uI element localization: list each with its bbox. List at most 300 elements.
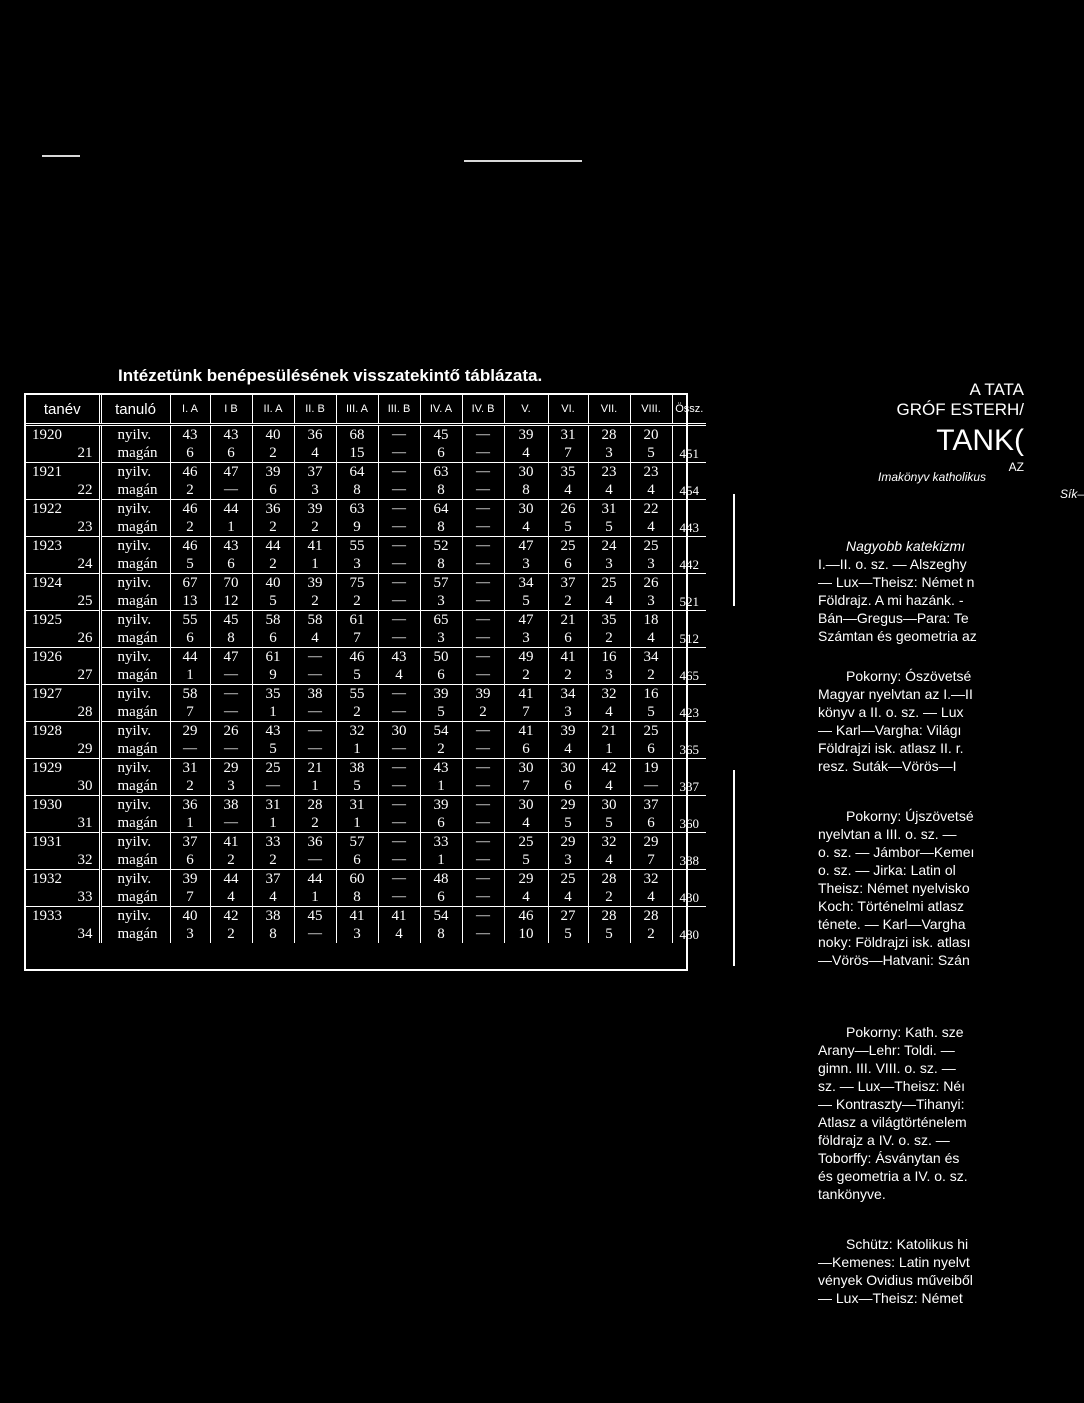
count-cell: 6: [420, 814, 462, 833]
count-cell: 49: [504, 648, 548, 667]
table-row: [26, 500, 706, 519]
count-cell: 45: [294, 907, 336, 926]
count-cell: —: [294, 666, 336, 685]
right-page-line: Számtan és geometria az: [818, 628, 977, 644]
count-cell: —: [462, 740, 504, 759]
count-cell: —: [294, 648, 336, 667]
right-page-line: — Lux—Theisz: Német n: [818, 574, 975, 590]
right-page-line: o. sz. — Jirka: Latin ol: [818, 862, 956, 878]
school-year-cell: 1932: [26, 870, 100, 889]
count-cell: 36: [294, 833, 336, 852]
right-page-line: Toborffy: Ásványtan és: [818, 1150, 960, 1166]
count-cell: 29: [210, 759, 252, 778]
header-class: VIII.: [630, 395, 672, 425]
total-cell: [672, 870, 706, 889]
count-cell: 6: [210, 444, 252, 463]
table-row: [26, 703, 706, 722]
count-cell: 64: [420, 500, 462, 519]
total-cell: [672, 759, 706, 778]
count-cell: 2: [588, 888, 630, 907]
total-cell: 443: [672, 518, 706, 537]
count-cell: 9: [336, 518, 378, 537]
count-cell: 2: [170, 777, 210, 796]
count-cell: 2: [588, 629, 630, 648]
count-cell: 29: [548, 796, 588, 815]
count-cell: —: [378, 463, 420, 482]
count-cell: 4: [548, 740, 588, 759]
student-type-cell: nyilv.: [100, 796, 170, 815]
count-cell: 6: [336, 851, 378, 870]
header-total: Össz.: [672, 395, 706, 425]
count-cell: 7: [504, 703, 548, 722]
count-cell: 6: [548, 629, 588, 648]
header-class: III. B: [378, 395, 420, 425]
right-page-line: Sík–: [1059, 487, 1084, 501]
count-cell: —: [462, 629, 504, 648]
total-cell: [672, 574, 706, 593]
count-cell: 2: [462, 703, 504, 722]
count-cell: 39: [294, 574, 336, 593]
count-cell: 55: [336, 685, 378, 704]
table-row: [26, 611, 706, 630]
school-year-cell: 1931: [26, 833, 100, 852]
table-row: [26, 722, 706, 741]
count-cell: —: [462, 907, 504, 926]
count-cell: 2: [630, 666, 672, 685]
count-cell: 37: [630, 796, 672, 815]
count-cell: 35: [588, 611, 630, 630]
student-type-cell: nyilv.: [100, 907, 170, 926]
count-cell: —: [462, 833, 504, 852]
student-type-cell: nyilv.: [100, 833, 170, 852]
count-cell: 2: [170, 518, 210, 537]
count-cell: 5: [336, 777, 378, 796]
count-cell: 5: [504, 592, 548, 611]
count-cell: —: [462, 851, 504, 870]
student-type-cell: magán: [100, 666, 170, 685]
right-page-heading: A TATA: [969, 380, 1024, 399]
right-page-line: Földrajzi isk. atlasz II. r.: [818, 740, 964, 756]
count-cell: 54: [420, 907, 462, 926]
right-page-line: Pokorny: Kath. sze: [846, 1024, 964, 1040]
count-cell: 25: [252, 759, 294, 778]
count-cell: 5: [630, 703, 672, 722]
header-class: II. B: [294, 395, 336, 425]
count-cell: —: [462, 666, 504, 685]
count-cell: 3: [548, 703, 588, 722]
header-class: IV. B: [462, 395, 504, 425]
count-cell: 5: [588, 814, 630, 833]
count-cell: —: [378, 703, 420, 722]
count-cell: 30: [378, 722, 420, 741]
count-cell: —: [378, 851, 420, 870]
count-cell: —: [462, 648, 504, 667]
count-cell: —: [378, 796, 420, 815]
count-cell: 2: [548, 592, 588, 611]
count-cell: 21: [548, 611, 588, 630]
count-cell: 28: [588, 870, 630, 889]
count-cell: 61: [252, 648, 294, 667]
count-cell: 40: [170, 907, 210, 926]
count-cell: 36: [294, 425, 336, 445]
count-cell: 38: [210, 796, 252, 815]
school-year-cell: 1920: [26, 425, 100, 445]
count-cell: —: [462, 537, 504, 556]
count-cell: 25: [504, 833, 548, 852]
count-cell: —: [462, 555, 504, 574]
count-cell: 47: [210, 648, 252, 667]
count-cell: 2: [252, 555, 294, 574]
count-cell: 30: [588, 796, 630, 815]
count-cell: 4: [588, 777, 630, 796]
count-cell: 23: [588, 463, 630, 482]
total-cell: [672, 648, 706, 667]
student-type-cell: nyilv.: [100, 759, 170, 778]
student-type-cell: magán: [100, 629, 170, 648]
top-rule-left: [42, 155, 80, 157]
right-page-line: Schütz: Katolikus hi: [846, 1236, 969, 1252]
student-type-cell: magán: [100, 740, 170, 759]
count-cell: —: [378, 592, 420, 611]
count-cell: 6: [252, 481, 294, 500]
total-cell: 521: [672, 592, 706, 611]
count-cell: 2: [294, 814, 336, 833]
count-cell: 8: [420, 925, 462, 943]
school-year-cell: 31: [77, 814, 93, 831]
school-year-cell: 1933: [26, 907, 100, 926]
count-cell: 3: [420, 592, 462, 611]
count-cell: —: [378, 814, 420, 833]
count-cell: 16: [630, 685, 672, 704]
table-row: [26, 555, 706, 574]
school-year-cell: 34: [77, 925, 93, 942]
count-cell: 13: [170, 592, 210, 611]
count-cell: 6: [170, 629, 210, 648]
count-cell: 46: [170, 463, 210, 482]
count-cell: 3: [630, 555, 672, 574]
header-class: II. A: [252, 395, 294, 425]
count-cell: 5: [504, 851, 548, 870]
count-cell: 6: [630, 814, 672, 833]
count-cell: 23: [630, 463, 672, 482]
count-cell: 3: [210, 777, 252, 796]
count-cell: 41: [548, 648, 588, 667]
count-cell: 63: [420, 463, 462, 482]
count-cell: 3: [588, 666, 630, 685]
student-type-cell: nyilv.: [100, 722, 170, 741]
count-cell: 43: [252, 722, 294, 741]
count-cell: 6: [170, 851, 210, 870]
count-cell: 1: [170, 666, 210, 685]
count-cell: 38: [294, 685, 336, 704]
count-cell: 2: [336, 592, 378, 611]
total-cell: [672, 796, 706, 815]
right-page-line: és geometria a IV. o. sz.: [818, 1168, 968, 1184]
header-type: tanuló: [100, 395, 170, 425]
total-cell: [672, 907, 706, 926]
table-row: [26, 537, 706, 556]
count-cell: 2: [294, 592, 336, 611]
count-cell: 18: [630, 611, 672, 630]
right-page-line: Pokorny: Ószövetsé: [846, 668, 972, 684]
count-cell: —: [378, 777, 420, 796]
count-cell: 58: [170, 685, 210, 704]
school-year-cell: 22: [77, 481, 93, 498]
student-type-cell: magán: [100, 851, 170, 870]
count-cell: 30: [504, 463, 548, 482]
school-year-cell: 1925: [26, 611, 100, 630]
count-cell: —: [378, 759, 420, 778]
count-cell: 58: [294, 611, 336, 630]
right-page-heading: AZ: [1008, 460, 1024, 474]
count-cell: 2: [210, 925, 252, 943]
count-cell: —: [462, 888, 504, 907]
count-cell: 5: [588, 925, 630, 943]
count-cell: —: [462, 481, 504, 500]
right-page-line: resz. Suták—Vörös—I: [818, 758, 957, 774]
right-page-divider-top: [733, 494, 735, 606]
count-cell: —: [630, 777, 672, 796]
student-type-cell: nyilv.: [100, 500, 170, 519]
table-row: [26, 888, 706, 907]
table-row: [26, 685, 706, 704]
count-cell: 25: [548, 870, 588, 889]
count-cell: —: [462, 777, 504, 796]
table-row: [26, 907, 706, 926]
count-cell: 55: [336, 537, 378, 556]
right-page-line: —Vörös—Hatvani: Szán: [818, 952, 970, 968]
count-cell: 5: [548, 518, 588, 537]
count-cell: 42: [588, 759, 630, 778]
school-year-cell: 25: [77, 592, 93, 609]
total-cell: [672, 463, 706, 482]
count-cell: 2: [252, 851, 294, 870]
count-cell: —: [294, 925, 336, 943]
header-year: tanév: [26, 395, 100, 425]
count-cell: —: [462, 611, 504, 630]
count-cell: —: [210, 740, 252, 759]
count-cell: 3: [170, 925, 210, 943]
count-cell: 1: [294, 777, 336, 796]
count-cell: 34: [548, 685, 588, 704]
count-cell: 32: [588, 833, 630, 852]
table-row: [26, 518, 706, 537]
count-cell: 4: [548, 888, 588, 907]
student-type-cell: magán: [100, 481, 170, 500]
count-cell: —: [462, 592, 504, 611]
count-cell: 28: [588, 425, 630, 445]
table-row: [26, 796, 706, 815]
count-cell: 41: [294, 537, 336, 556]
count-cell: 25: [548, 537, 588, 556]
right-page-line: földrajz a IV. o. sz. —: [818, 1132, 950, 1148]
school-year-cell: 1921: [26, 463, 100, 482]
total-cell: 442: [672, 555, 706, 574]
table-row: [26, 648, 706, 667]
count-cell: 8: [420, 518, 462, 537]
total-cell: 423: [672, 703, 706, 722]
count-cell: 1: [420, 777, 462, 796]
count-cell: 3: [548, 851, 588, 870]
count-cell: 61: [336, 611, 378, 630]
count-cell: 68: [336, 425, 378, 445]
count-cell: 10: [504, 925, 548, 943]
total-cell: [672, 425, 706, 445]
count-cell: —: [378, 870, 420, 889]
school-year-cell: 27: [77, 666, 93, 683]
right-page-line: ténete. — Karl—Vargha: [818, 916, 966, 932]
count-cell: 5: [588, 518, 630, 537]
table-row: [26, 463, 706, 482]
table-row: [26, 870, 706, 889]
count-cell: 57: [336, 833, 378, 852]
right-page-line: könyv a II. o. sz. — Lux: [818, 704, 964, 720]
count-cell: 4: [588, 703, 630, 722]
header-class: IV. A: [420, 395, 462, 425]
count-cell: 6: [252, 629, 294, 648]
count-cell: —: [378, 481, 420, 500]
count-cell: 39: [504, 425, 548, 445]
count-cell: 3: [504, 555, 548, 574]
count-cell: —: [462, 500, 504, 519]
count-cell: —: [294, 722, 336, 741]
count-cell: 32: [630, 870, 672, 889]
count-cell: 16: [588, 648, 630, 667]
table-row: [26, 481, 706, 500]
count-cell: 5: [252, 740, 294, 759]
count-cell: —: [378, 888, 420, 907]
count-cell: 26: [548, 500, 588, 519]
count-cell: 26: [210, 722, 252, 741]
count-cell: 38: [252, 907, 294, 926]
total-cell: 512: [672, 629, 706, 648]
table-row: [26, 592, 706, 611]
count-cell: 64: [336, 463, 378, 482]
student-type-cell: nyilv.: [100, 574, 170, 593]
count-cell: 6: [630, 740, 672, 759]
count-cell: 41: [336, 907, 378, 926]
school-year-cell: 1930: [26, 796, 100, 815]
school-year-cell: 24: [77, 555, 93, 572]
count-cell: 31: [548, 425, 588, 445]
count-cell: 43: [170, 425, 210, 445]
count-cell: 31: [336, 796, 378, 815]
count-cell: 4: [252, 888, 294, 907]
count-cell: 2: [420, 740, 462, 759]
count-cell: 67: [170, 574, 210, 593]
table-row: [26, 814, 706, 833]
count-cell: 3: [630, 592, 672, 611]
count-cell: 37: [294, 463, 336, 482]
count-cell: 4: [504, 814, 548, 833]
count-cell: 4: [630, 518, 672, 537]
count-cell: 46: [170, 500, 210, 519]
enrollment-table: [26, 395, 706, 943]
count-cell: —: [378, 518, 420, 537]
count-cell: —: [462, 796, 504, 815]
count-cell: 60: [336, 870, 378, 889]
count-cell: 8: [252, 925, 294, 943]
right-page-line: Magyar nyelvtan az I.—II: [818, 686, 973, 702]
count-cell: 19: [630, 759, 672, 778]
count-cell: 7: [170, 703, 210, 722]
count-cell: —: [210, 703, 252, 722]
count-cell: 39: [170, 870, 210, 889]
count-cell: 43: [210, 537, 252, 556]
count-cell: —: [378, 574, 420, 593]
table-row: [26, 425, 706, 445]
count-cell: 12: [210, 592, 252, 611]
count-cell: 46: [504, 907, 548, 926]
student-type-cell: magán: [100, 518, 170, 537]
count-cell: 9: [252, 666, 294, 685]
count-cell: 44: [210, 870, 252, 889]
right-page-line: Bán—Gregus—Para: Te: [818, 610, 969, 626]
count-cell: 15: [336, 444, 378, 463]
count-cell: 4: [504, 444, 548, 463]
total-cell: [672, 722, 706, 741]
count-cell: 5: [170, 555, 210, 574]
count-cell: 39: [462, 685, 504, 704]
table-row: [26, 740, 706, 759]
count-cell: 4: [378, 666, 420, 685]
count-cell: 52: [420, 537, 462, 556]
right-page-line: gimn. III. VIII. o. sz. —: [818, 1060, 956, 1076]
total-cell: 360: [672, 814, 706, 833]
count-cell: 35: [548, 463, 588, 482]
count-cell: —: [294, 703, 336, 722]
count-cell: 20: [630, 425, 672, 445]
count-cell: 6: [548, 555, 588, 574]
count-cell: 65: [420, 611, 462, 630]
count-cell: 1: [336, 740, 378, 759]
school-year-cell: 28: [77, 703, 93, 720]
count-cell: 5: [630, 444, 672, 463]
table-row: [26, 666, 706, 685]
count-cell: 44: [252, 537, 294, 556]
count-cell: 40: [252, 574, 294, 593]
right-page-line: Atlasz a világtörténelem: [818, 1114, 967, 1130]
total-cell: 451: [672, 444, 706, 463]
table-title: Intézetünk benépesülésének visszatekintő táblázata.: [118, 366, 543, 385]
count-cell: 3: [504, 629, 548, 648]
count-cell: 32: [336, 722, 378, 741]
table-row: [26, 444, 706, 463]
student-type-cell: nyilv.: [100, 611, 170, 630]
count-cell: 4: [630, 629, 672, 648]
student-type-cell: nyilv.: [100, 425, 170, 445]
count-cell: 33: [252, 833, 294, 852]
count-cell: 28: [294, 796, 336, 815]
count-cell: 41: [504, 685, 548, 704]
right-page-line: nyelvtan a III. o. sz. —: [818, 826, 957, 842]
count-cell: 29: [504, 870, 548, 889]
count-cell: 44: [170, 648, 210, 667]
count-cell: —: [378, 833, 420, 852]
count-cell: 45: [210, 611, 252, 630]
count-cell: 35: [252, 685, 294, 704]
count-cell: —: [462, 814, 504, 833]
total-cell: 337: [672, 777, 706, 796]
count-cell: 31: [252, 796, 294, 815]
count-cell: 4: [630, 888, 672, 907]
count-cell: 41: [378, 907, 420, 926]
count-cell: —: [462, 444, 504, 463]
count-cell: —: [378, 611, 420, 630]
count-cell: 30: [504, 759, 548, 778]
count-cell: 27: [548, 907, 588, 926]
count-cell: 40: [252, 425, 294, 445]
